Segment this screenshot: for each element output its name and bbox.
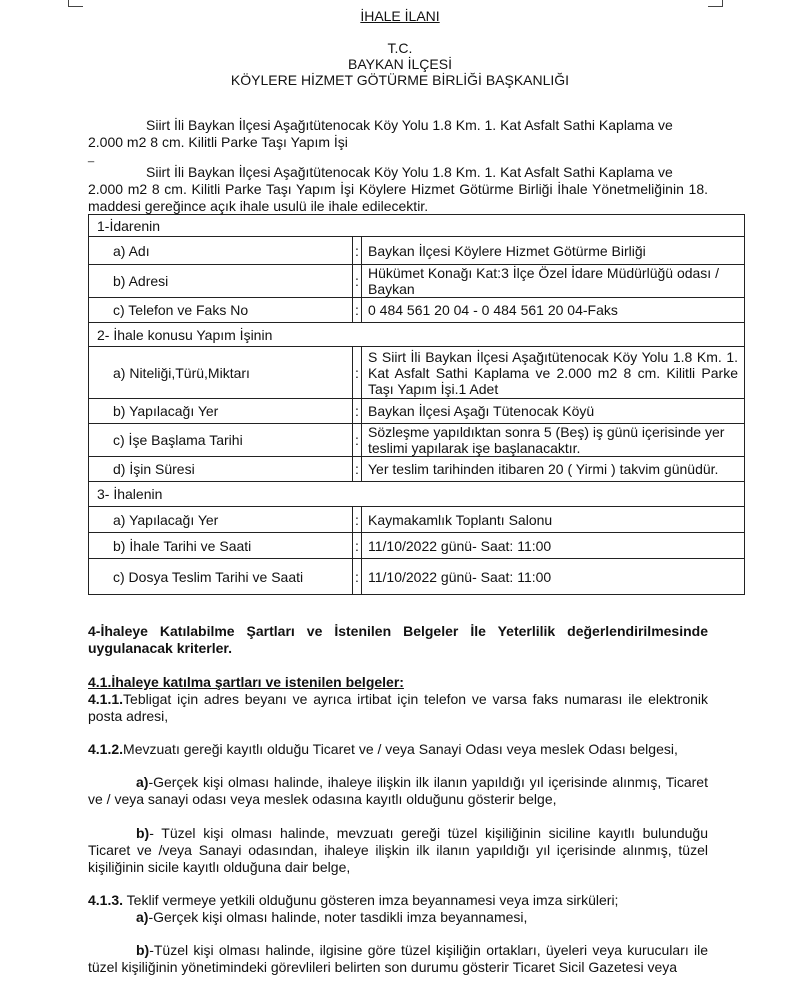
row-colon: :: [353, 237, 362, 265]
row-colon: :: [353, 457, 362, 482]
item-4-1-2-b: [88, 825, 708, 876]
row-colon: :: [353, 298, 362, 323]
criteria-heading: 4-İhaleye Katılabilme Şartları ve İstenilen Belgeler İle Yeterlilik değerlendirilmesinde uygulanacak kriterler.: [88, 623, 708, 656]
table-row: [89, 265, 745, 298]
row-value: 11/10/2022 günü- Saat: 11:00: [362, 559, 745, 595]
table-row: [89, 399, 745, 424]
item-4-1-2-a: [88, 774, 708, 808]
row-value: S Siirt İli Baykan İlçesi Aşağıtütenocak Köy Yolu 1.8 Km. 1. Kat Asfalt Sathi Kaplama ve 2.000 m2 8 cm. Kilitli Parke Taşı Yapım İşi.1 Adet: [362, 347, 745, 399]
row-value: Kaymakamlık Toplantı Salonu: [362, 507, 745, 533]
row-label: b) İhale Tarihi ve Saati: [89, 533, 353, 559]
item-number: 4.1.1.: [88, 691, 124, 707]
item-text: Tebligat için adres beyanı ve ayrıca irtibat için telefon ve varsa faks numarası ile elektronik posta adresi,: [88, 691, 708, 724]
item-number: a): [136, 909, 149, 925]
item-text: -Gerçek kişi olması halinde, ihaleye ilişkin ilk ilanın yapıldığı yıl içerisinde alınmış, Ticaret ve / veya sanayi odası veya meslek odasına kayıtlı olduğunu gösterir belge,: [88, 774, 708, 807]
tender-info-table: [88, 214, 745, 595]
document-header: [0, 40, 800, 88]
crop-mark-left: [68, 0, 83, 7]
row-label: c) Telefon ve Faks No: [89, 298, 353, 323]
row-label: c) İşe Başlama Tarihi: [89, 424, 353, 457]
section-row-2: [89, 323, 745, 347]
row-label: a) Niteliği,Türü,Miktarı: [89, 347, 353, 399]
item-number: b): [136, 942, 150, 958]
intro-paragraph-2: Siirt İli Baykan İlçesi Aşağıtütenocak Köy Yolu 1.8 Km. 1. Kat Asfalt Sathi Kaplama ve 2.000 m2 8 cm. Kilitli Parke Taşı Yapım İşi Köylere Hizmet Götürme Birliği İhale Yönetmeliğinin 18. maddesi gereğince açık ihale usulü ile ihale edilecektir.: [88, 164, 708, 214]
row-value: Sözleşme yapıldıktan sonra 5 (Beş) iş günü içerisinde yer teslimi yapılarak işe başlanacaktır.: [362, 424, 745, 457]
table-row: [89, 424, 745, 457]
item-4-1-3: [88, 892, 708, 909]
item-number: b): [136, 825, 150, 841]
item-4-1-3-b: [88, 942, 708, 976]
header-line-3: KÖYLERE HİZMET GÖTÜRME BİRLİĞİ BAŞKANLIĞI: [230, 72, 570, 88]
row-colon: :: [353, 559, 362, 595]
section-heading-3: 3- İhalenin: [89, 482, 745, 507]
row-colon: :: [353, 507, 362, 533]
table-row: [89, 533, 745, 559]
table-row: [89, 237, 745, 265]
item-4-1-3-a: [88, 909, 708, 926]
section-row-1: [89, 215, 745, 237]
item-text: Teklif vermeye yetkili olduğunu gösteren imza beyannamesi veya imza sirküleri;: [123, 892, 619, 908]
row-colon: :: [353, 399, 362, 424]
item-number: a): [136, 774, 149, 790]
row-value: 11/10/2022 günü- Saat: 11:00: [362, 533, 745, 559]
item-number: 4.1.2.: [88, 741, 124, 757]
item-4-1-2: [88, 741, 708, 758]
row-colon: :: [353, 424, 362, 457]
table-row: [89, 457, 745, 482]
section-row-3: [89, 482, 745, 507]
row-value: Baykan İlçesi Aşağı Tütenocak Köyü: [362, 399, 745, 424]
row-label: a) Yapılacağı Yer: [89, 507, 353, 533]
header-line-1: T.C.: [387, 40, 413, 56]
row-colon: :: [353, 533, 362, 559]
item-text: -Tüzel kişi olması halinde, ilgisine göre tüzel kişiliğin ortakları, üyeleri veya kurucuları ile tüzel kişiliğinin yönetimindeki görevlileri belirten son durumu gösterir Ticaret Sicil Gazetesi veya: [88, 942, 708, 975]
item-number: 4.1.3.: [88, 892, 124, 908]
row-label: c) Dosya Teslim Tarihi ve Saati: [89, 559, 353, 595]
row-value: Yer teslim tarihinden itibaren 20 ( Yirmi ) takvim günüdür.: [362, 457, 745, 482]
row-colon: :: [353, 265, 362, 298]
document-title: İHALE İLANI: [360, 8, 440, 24]
row-value: Baykan İlçesi Köylere Hizmet Götürme Birliği: [362, 237, 745, 265]
row-label: a) Adı: [89, 237, 353, 265]
item-text: - Tüzel kişi olması halinde, mevzuatı gereği tüzel kişiliğinin siciline kayıtlı bulunduğu Ticaret ve /veya Sanayi odasından, ihaleye ilişkin ilk ilanın yapıldığı yıl içerisinde alınmış, tüzel kişiliğinin sicile kayıtlı olduğuna dair belge,: [88, 825, 708, 875]
dash-mark: _: [88, 151, 95, 163]
table-row: [89, 507, 745, 533]
header-line-2: BAYKAN İLÇESİ: [347, 56, 452, 72]
row-label: d) İşin Süresi: [89, 457, 353, 482]
table-row: [89, 559, 745, 595]
section-heading-1: 1-İdarenin: [89, 215, 745, 237]
section-heading-2: 2- İhale konusu Yapım İşinin: [89, 323, 745, 347]
item-text: Mevzuatı gereği kayıtlı olduğu Ticaret ve / veya Sanayi Odası veya meslek Odası belgesi,: [123, 741, 678, 757]
table-row: [89, 347, 745, 399]
table-row: [89, 298, 745, 323]
intro-paragraph-1: Siirt İli Baykan İlçesi Aşağıtütenocak Köy Yolu 1.8 Km. 1. Kat Asfalt Sathi Kaplama ve 2.000 m2 8 cm. Kilitli Parke Taşı Yapım İşi: [88, 117, 673, 150]
crop-mark-right: [708, 0, 723, 7]
row-value: Hükümet Konağı Kat:3 İlçe Özel İdare Müdürlüğü odası / Baykan: [362, 265, 745, 298]
row-colon: :: [353, 347, 362, 399]
row-label: b) Adresi: [89, 265, 353, 298]
row-label: b) Yapılacağı Yer: [89, 399, 353, 424]
item-text: -Gerçek kişi olması halinde, noter tasdikli imza beyannamesi,: [148, 909, 528, 925]
row-value: 0 484 561 20 04 - 0 484 561 20 04-Faks: [362, 298, 745, 323]
item-4-1-1: [88, 691, 708, 725]
criteria-subheading: 4.1.İhaleye katılma şartları ve istenilen belgeler:: [88, 674, 404, 690]
